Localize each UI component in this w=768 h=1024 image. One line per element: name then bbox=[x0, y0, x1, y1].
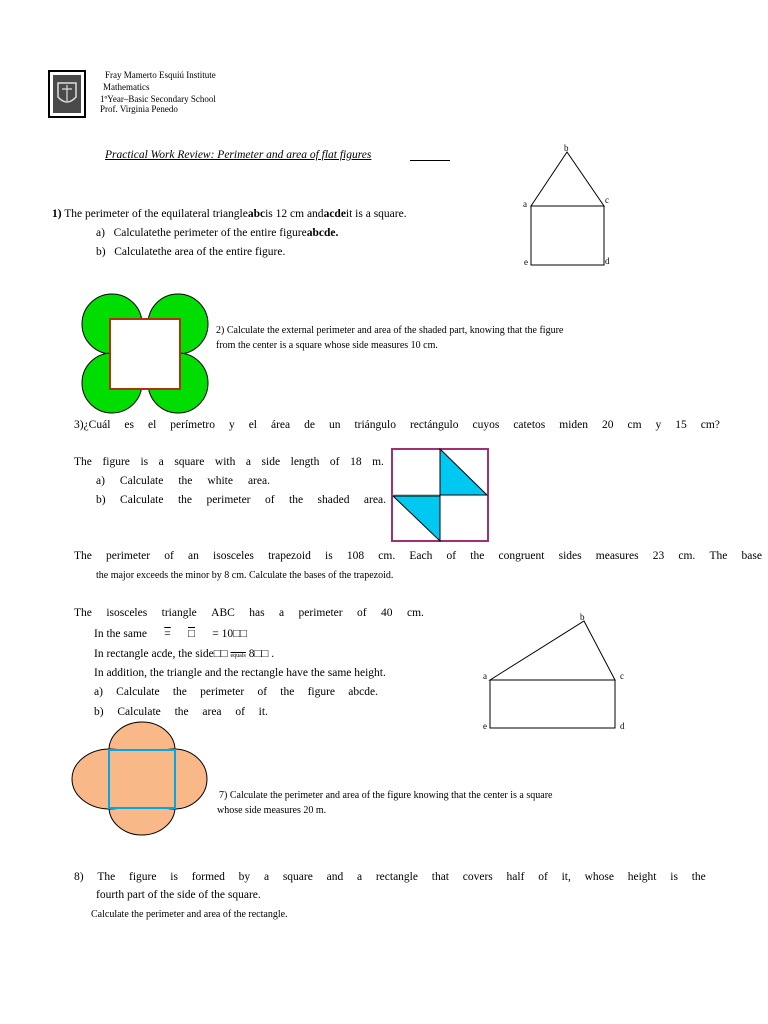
q1-statement bbox=[52, 208, 407, 220]
q6-same-line bbox=[94, 628, 247, 640]
fig7-lobe-bottom bbox=[109, 779, 175, 835]
fig6-label-a: a bbox=[483, 671, 487, 681]
word: area. bbox=[363, 494, 386, 506]
word: 18 bbox=[350, 456, 362, 468]
word: of bbox=[164, 550, 174, 562]
word: 3)¿Cuál bbox=[74, 419, 111, 431]
q6-part-a bbox=[94, 686, 378, 698]
word: abcde. bbox=[348, 686, 378, 698]
word: el bbox=[248, 419, 257, 431]
word: side bbox=[261, 456, 281, 468]
shield-icon bbox=[53, 75, 81, 113]
q4-part-b bbox=[96, 494, 386, 506]
fig1-label-a: a bbox=[523, 199, 527, 209]
q6-rect-line bbox=[94, 648, 274, 660]
word: by bbox=[238, 871, 251, 883]
q6-part-b bbox=[94, 706, 268, 718]
word: el bbox=[147, 419, 157, 431]
word: Calculate bbox=[116, 686, 160, 698]
q3-line bbox=[74, 419, 720, 431]
word: perímetro bbox=[170, 419, 215, 431]
q1-a-text: Calculatethe perimeter of the entire figure bbox=[113, 227, 307, 239]
school-logo bbox=[48, 70, 86, 118]
fig1-label-b: b bbox=[564, 143, 569, 153]
word: 20 bbox=[601, 419, 614, 431]
word: the bbox=[174, 706, 189, 718]
word: isosceles bbox=[213, 550, 254, 562]
word: cm. bbox=[406, 607, 424, 619]
word: The bbox=[74, 607, 92, 619]
word: of bbox=[446, 550, 457, 562]
fig1-label-e: e bbox=[524, 257, 528, 267]
word: Calculate bbox=[119, 475, 164, 487]
word: square bbox=[174, 456, 205, 468]
word: of bbox=[264, 494, 275, 506]
word: The bbox=[74, 456, 92, 468]
word: is bbox=[170, 871, 178, 883]
word: it, bbox=[561, 871, 571, 883]
q1-text-a: The perimeter of the equilateral triangle bbox=[64, 208, 248, 220]
word: the bbox=[172, 686, 187, 698]
word: shaded bbox=[317, 494, 350, 506]
fig4-outer-square bbox=[392, 449, 488, 541]
page-title: Practical Work Review: Perimeter and area of flat figures bbox=[105, 149, 372, 161]
q6-intro bbox=[74, 607, 424, 619]
fig6-rectangle bbox=[490, 680, 615, 728]
word: has bbox=[249, 607, 265, 619]
fig2-circle-bl bbox=[82, 353, 142, 413]
word: es bbox=[124, 419, 134, 431]
word: The bbox=[74, 550, 92, 562]
header-subject: Mathematics bbox=[103, 82, 150, 92]
fig6-triangle bbox=[490, 621, 615, 680]
word: of bbox=[329, 456, 340, 468]
word: perimeter bbox=[106, 550, 151, 562]
word: In rectangle acde, the side□□ bbox=[94, 648, 228, 660]
word: rectángulo bbox=[409, 419, 459, 431]
word: half bbox=[506, 871, 525, 883]
q1-text-c: it is a square. bbox=[345, 208, 407, 220]
word: a bbox=[279, 607, 285, 619]
fig6-label-d: d bbox=[620, 721, 625, 731]
fig2-circle-tr bbox=[148, 294, 208, 354]
fig6-label-b: b bbox=[580, 612, 585, 622]
word: perimeter bbox=[200, 686, 245, 698]
q5-line2: the major exceeds the minor by 8 cm. Calculate the bases of the trapezoid. bbox=[96, 570, 394, 581]
word: m. bbox=[372, 456, 384, 468]
word: área bbox=[270, 419, 291, 431]
word: figure bbox=[129, 871, 157, 883]
word: 23 bbox=[652, 550, 665, 562]
word: is bbox=[325, 550, 333, 562]
fig1-label-c: c bbox=[605, 195, 609, 205]
word: catetos bbox=[513, 419, 546, 431]
fig4-cyan-triangle-bottom bbox=[393, 496, 440, 541]
fig2-circle-tl bbox=[82, 294, 142, 354]
q4-intro bbox=[74, 456, 384, 468]
word: 108 bbox=[346, 550, 365, 562]
word: 15 bbox=[675, 419, 687, 431]
word: with bbox=[214, 456, 236, 468]
word: 8) bbox=[74, 871, 84, 883]
word: a) bbox=[94, 686, 103, 698]
word: the bbox=[178, 475, 193, 487]
fig6-label-c: c bbox=[620, 671, 624, 681]
word: is bbox=[140, 456, 149, 468]
word: of bbox=[257, 686, 268, 698]
word: perimeter bbox=[206, 494, 251, 506]
fig6-label-e: e bbox=[483, 721, 487, 731]
fig1-triangle bbox=[531, 152, 604, 206]
word: The bbox=[709, 550, 728, 562]
word: In the same bbox=[94, 628, 148, 640]
word: area. bbox=[247, 475, 270, 487]
title-underline bbox=[410, 160, 450, 161]
word: of bbox=[235, 706, 245, 718]
q1-part-a bbox=[96, 227, 338, 239]
word: of bbox=[538, 871, 548, 883]
fig4-cyan-triangle-top bbox=[440, 449, 487, 495]
word: y bbox=[228, 419, 235, 431]
word: Each bbox=[409, 550, 433, 562]
word: and bbox=[326, 871, 344, 883]
q7-line1: 7) Calculate the perimeter and area of the figure knowing that the center is a square bbox=[219, 790, 553, 801]
word: sides bbox=[558, 550, 582, 562]
word: y bbox=[655, 419, 662, 431]
word: a bbox=[245, 456, 251, 468]
header-institute: Fray Mamerto Esquiú Institute bbox=[105, 70, 216, 80]
word: of bbox=[357, 607, 367, 619]
word: 8□□ . bbox=[248, 648, 275, 660]
q1-a-bold: abcde. bbox=[306, 227, 339, 239]
fig1-label-d: d bbox=[605, 256, 610, 266]
word: a bbox=[158, 456, 164, 468]
word: the bbox=[289, 494, 304, 506]
q2-line2: from the center is a square whose side measures 10 cm. bbox=[216, 340, 438, 351]
word: □ bbox=[188, 628, 195, 640]
word: miden bbox=[559, 419, 588, 431]
word: it. bbox=[258, 706, 268, 718]
word: triángulo bbox=[354, 419, 396, 431]
word: cm bbox=[627, 419, 642, 431]
word: a bbox=[356, 871, 363, 883]
fig2-center-square bbox=[110, 319, 180, 389]
fig1-square bbox=[531, 206, 604, 265]
header-professor: Prof. Virginia Penedo bbox=[100, 104, 178, 114]
word: The bbox=[97, 871, 116, 883]
word: de bbox=[304, 419, 315, 431]
word: a) bbox=[96, 475, 105, 487]
word: 40 bbox=[381, 607, 393, 619]
word: base bbox=[741, 550, 762, 562]
fig7-lobe-top bbox=[109, 722, 175, 778]
header-course: 1ºYear–Basic Secondary School bbox=[100, 94, 216, 104]
word: ABC bbox=[211, 607, 235, 619]
word: that bbox=[431, 871, 449, 883]
word: the bbox=[470, 550, 485, 562]
word: perimeter bbox=[298, 607, 343, 619]
q7-line2: whose side measures 20 m. bbox=[217, 805, 327, 816]
word: cuyos bbox=[472, 419, 500, 431]
word: rectangle bbox=[375, 871, 418, 883]
word: covers bbox=[462, 871, 493, 883]
word: height bbox=[627, 871, 657, 883]
word: Calculate bbox=[117, 706, 161, 718]
fig2-circle-br bbox=[148, 353, 208, 413]
word: figure bbox=[307, 686, 336, 698]
word: area bbox=[202, 706, 222, 718]
q1-b-text: Calculatethe area of the entire figure. bbox=[114, 246, 286, 258]
word: the bbox=[691, 871, 706, 883]
word: = bbox=[164, 628, 171, 640]
q1-b-label: b) bbox=[96, 246, 106, 258]
q5-line1 bbox=[74, 550, 762, 562]
q8-line3: Calculate the perimeter and area of the rectangle. bbox=[91, 909, 288, 920]
q1-a-label: a) bbox=[96, 227, 105, 239]
q1-bold-a: abc bbox=[247, 208, 266, 220]
q2-line1: 2) Calculate the external perimeter and area of the shaded part, knowing that the figure bbox=[216, 325, 564, 336]
word: triangle bbox=[161, 607, 197, 619]
word: = 10□□ bbox=[212, 628, 247, 640]
word: cm. bbox=[378, 550, 396, 562]
word: cm. bbox=[678, 550, 696, 562]
q6-height-line: In addition, the triangle and the rectangle have the same height. bbox=[94, 667, 386, 679]
q1-text-b: is 12 cm and bbox=[265, 208, 324, 220]
word: length bbox=[290, 456, 320, 468]
word: cm? bbox=[700, 419, 720, 431]
q4-part-a bbox=[96, 475, 270, 487]
word: equals bbox=[230, 653, 246, 659]
word: white bbox=[207, 475, 233, 487]
word: is bbox=[670, 871, 678, 883]
fig7-center-square bbox=[109, 750, 175, 808]
word: congruent bbox=[498, 550, 545, 562]
word: isosceles bbox=[106, 607, 148, 619]
word: Calculate bbox=[120, 494, 164, 506]
word: figure bbox=[102, 456, 130, 468]
q8-line1 bbox=[74, 871, 706, 883]
word: un bbox=[328, 419, 341, 431]
word: the bbox=[177, 494, 192, 506]
word: the bbox=[280, 686, 295, 698]
word: a bbox=[263, 871, 270, 883]
word: measures bbox=[595, 550, 639, 562]
word: whose bbox=[584, 871, 614, 883]
q1-bold-b: acde bbox=[323, 208, 346, 220]
word: formed bbox=[191, 871, 225, 883]
word: b) bbox=[94, 706, 104, 718]
word: trapezoid bbox=[268, 550, 311, 562]
word: an bbox=[188, 550, 199, 562]
q1-part-b bbox=[96, 246, 285, 258]
word: b) bbox=[96, 494, 106, 506]
fig7-lobe-right bbox=[141, 749, 207, 809]
word: square bbox=[282, 871, 313, 883]
q1-number: 1) bbox=[52, 208, 62, 220]
fig7-lobe-left bbox=[72, 749, 148, 809]
q8-line2: fourth part of the side of the square. bbox=[96, 889, 261, 901]
